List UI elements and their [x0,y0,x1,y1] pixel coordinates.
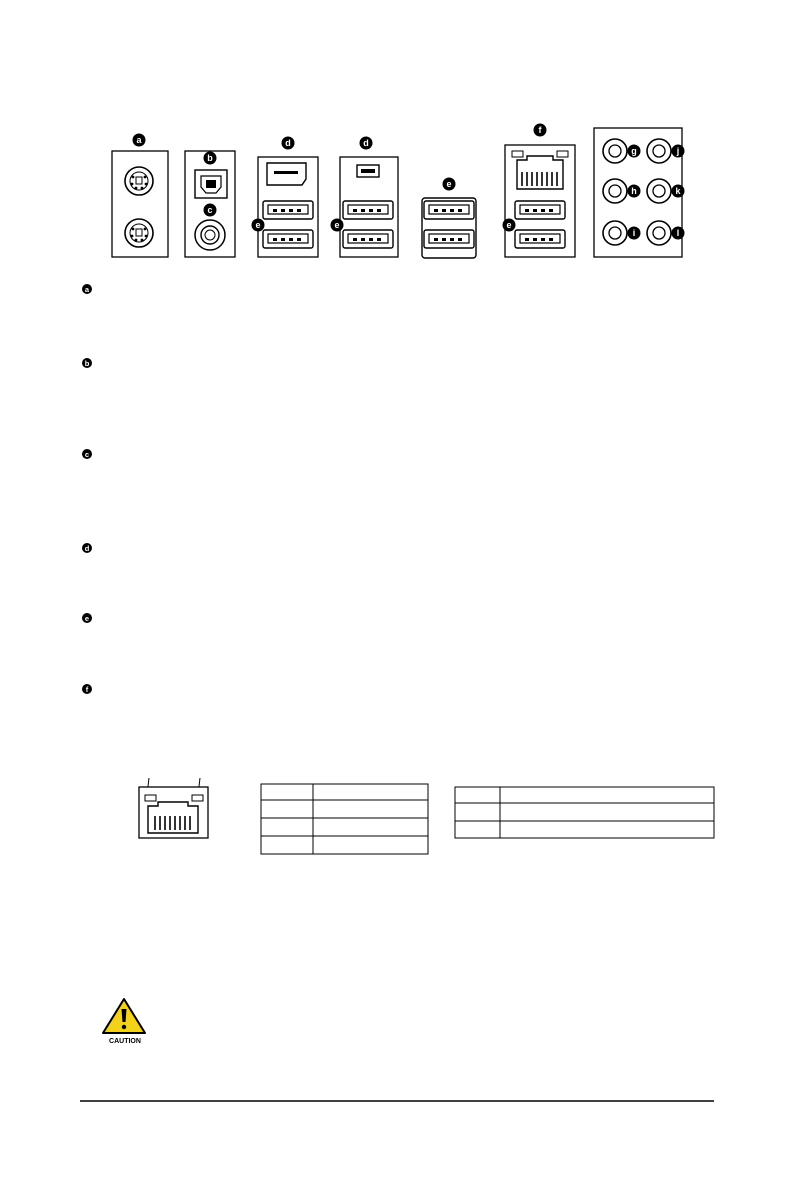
callout-j [672,145,685,158]
callout-e-3 [443,178,456,191]
svg-text:a: a [84,285,90,294]
svg-text:d: d [285,138,291,148]
callout-c [204,204,217,217]
svg-text:d: d [84,544,90,553]
usb-port [263,201,313,219]
usb-port [263,230,313,248]
lan-led-left [145,795,156,801]
svg-text:a: a [136,135,142,145]
audio-jack-j [647,139,671,163]
callout-e-1 [252,219,265,232]
caution-icon [103,999,145,1045]
svg-text:k: k [675,186,681,196]
ps2-port-upper [125,167,153,195]
svg-text:f: f [85,685,89,694]
svg-text:i: i [632,228,636,238]
callout-d-2 [360,137,373,150]
svg-text:f: f [538,125,542,135]
audio-jack-l [647,221,671,245]
svg-text:j: j [676,146,680,156]
svg-text:b: b [84,359,90,368]
section-marker-a [82,284,92,294]
svg-text:c: c [84,450,90,459]
section-marker-b [82,358,92,368]
svg-text:c: c [207,205,213,215]
svg-text:b: b [207,153,213,163]
section-marker-c [82,449,92,459]
svg-text:d: d [363,138,369,148]
usb-stack [422,198,476,258]
lan-led-right [192,795,203,801]
ps2-port-lower [125,219,153,247]
usb-port [515,230,565,248]
svg-text:g: g [631,146,637,156]
usb-port [424,201,474,219]
callout-f [534,124,547,137]
usb-port [424,230,474,248]
svg-text:l: l [676,228,680,238]
svg-text:e: e [506,220,512,230]
callout-k [672,185,685,198]
callout-l [672,227,685,240]
table-connection-led [261,784,428,854]
audio-jack-i [603,221,627,245]
lan-led-diagram [139,778,208,838]
usb-port [343,230,393,248]
callout-d-1 [282,137,295,150]
svg-text:e: e [255,220,261,230]
section-marker-e [82,613,92,623]
svg-text:h: h [631,186,637,196]
callout-i [628,227,641,240]
callout-b [204,152,217,165]
callout-h [628,185,641,198]
svg-text:e: e [334,220,340,230]
usb-port [515,201,565,219]
audio-jack-k [647,179,671,203]
callout-e-4 [503,219,516,232]
ieee1394-usb-group-1 [258,157,318,257]
rear-io-panel-diagram [112,124,685,259]
caution-label: CAUTION [109,1038,141,1045]
usb-port [343,201,393,219]
audio-jack-g [603,139,627,163]
audio-jack-h [603,179,627,203]
rj45-lan-port [517,156,563,189]
callout-a [133,134,146,147]
svg-text:e: e [84,614,90,623]
callout-e-2 [331,219,344,232]
table-activity-led [455,787,714,838]
callout-g [628,145,641,158]
section-marker-d [82,543,92,553]
ieee1394-usb-group-2 [340,157,398,257]
svg-text:e: e [446,179,452,189]
ps2-port-group [112,151,168,257]
lan-usb-group [505,145,575,257]
section-marker-f [82,684,92,694]
